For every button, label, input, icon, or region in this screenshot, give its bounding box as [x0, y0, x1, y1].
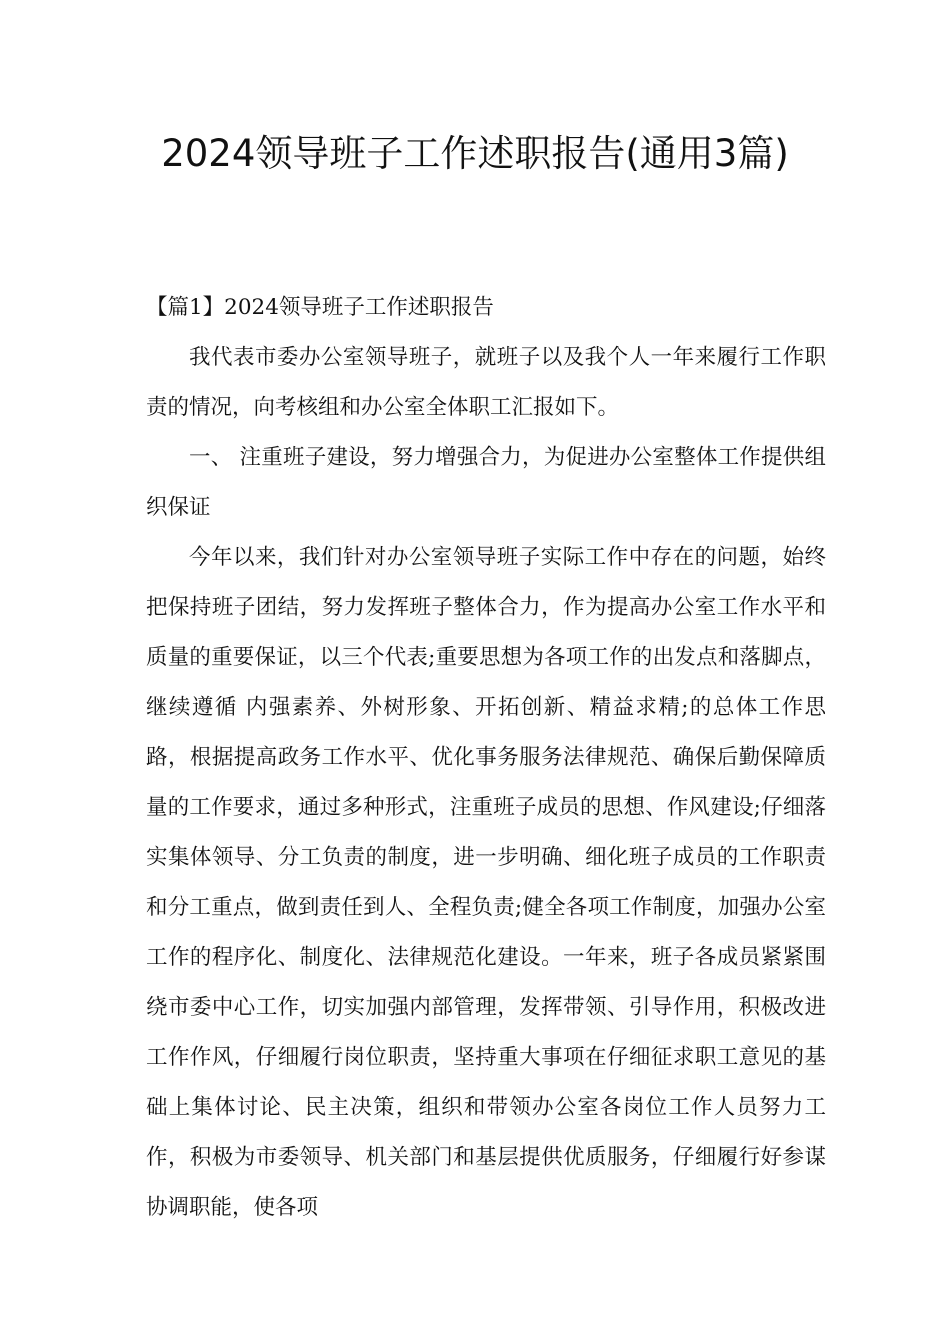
paragraph-intro: 我代表市委办公室领导班子，就班子以及我个人一年来履行工作职责的情况，向考核组和办公室全体职工汇报如下。 [146, 345, 826, 420]
section-heading: 【篇1】2024领导班子工作述职报告 [146, 295, 494, 320]
paragraph-body: 今年以来，我们针对办公室领导班子实际工作中存在的问题，始终把保持班子团结，努力发挥班子整体合力，作为提高办公室工作水平和质量的重要保证，以三个代表;重要思想为各项工作的出发点和落脚点，继续遵循 内强素养、外树形象、开拓创新、精益求精;的总体工作思路，根据提高政务工作水平、优化事务服务法律规范、确保后勤保障质量的工作要求，通过多种形式，注重班子成员的思想、作风建设;仔细落实集体领导、分工负责的制度，进一步明确、细化班子成员的工作职责和分工重点，做到责任到人、全程负责;健全各项工作制度，加强办公室工作的程序化、制度化、法律规范化建设。一年来，班子各成员紧紧围绕市委中心工作，切实加强内部管理，发挥带领、引导作用，积极改进工作作风，仔细履行岗位职责，坚持重大事项在仔细征求职工意见的基础上集体讨论、民主决策，组织和带领办公室各岗位工作人员努力工作，积极为市委领导、机关部门和基层提供优质服务，仔细履行好参谋协调职能，使各项 [146, 545, 826, 1220]
paragraph-heading-one: 一、 注重班子建设，努力增强合力，为促进办公室整体工作提供组织保证 [146, 445, 826, 520]
document-title: 2024领导班子工作述职报告(通用3篇) [161, 132, 789, 175]
document-body [146, 283, 826, 1233]
